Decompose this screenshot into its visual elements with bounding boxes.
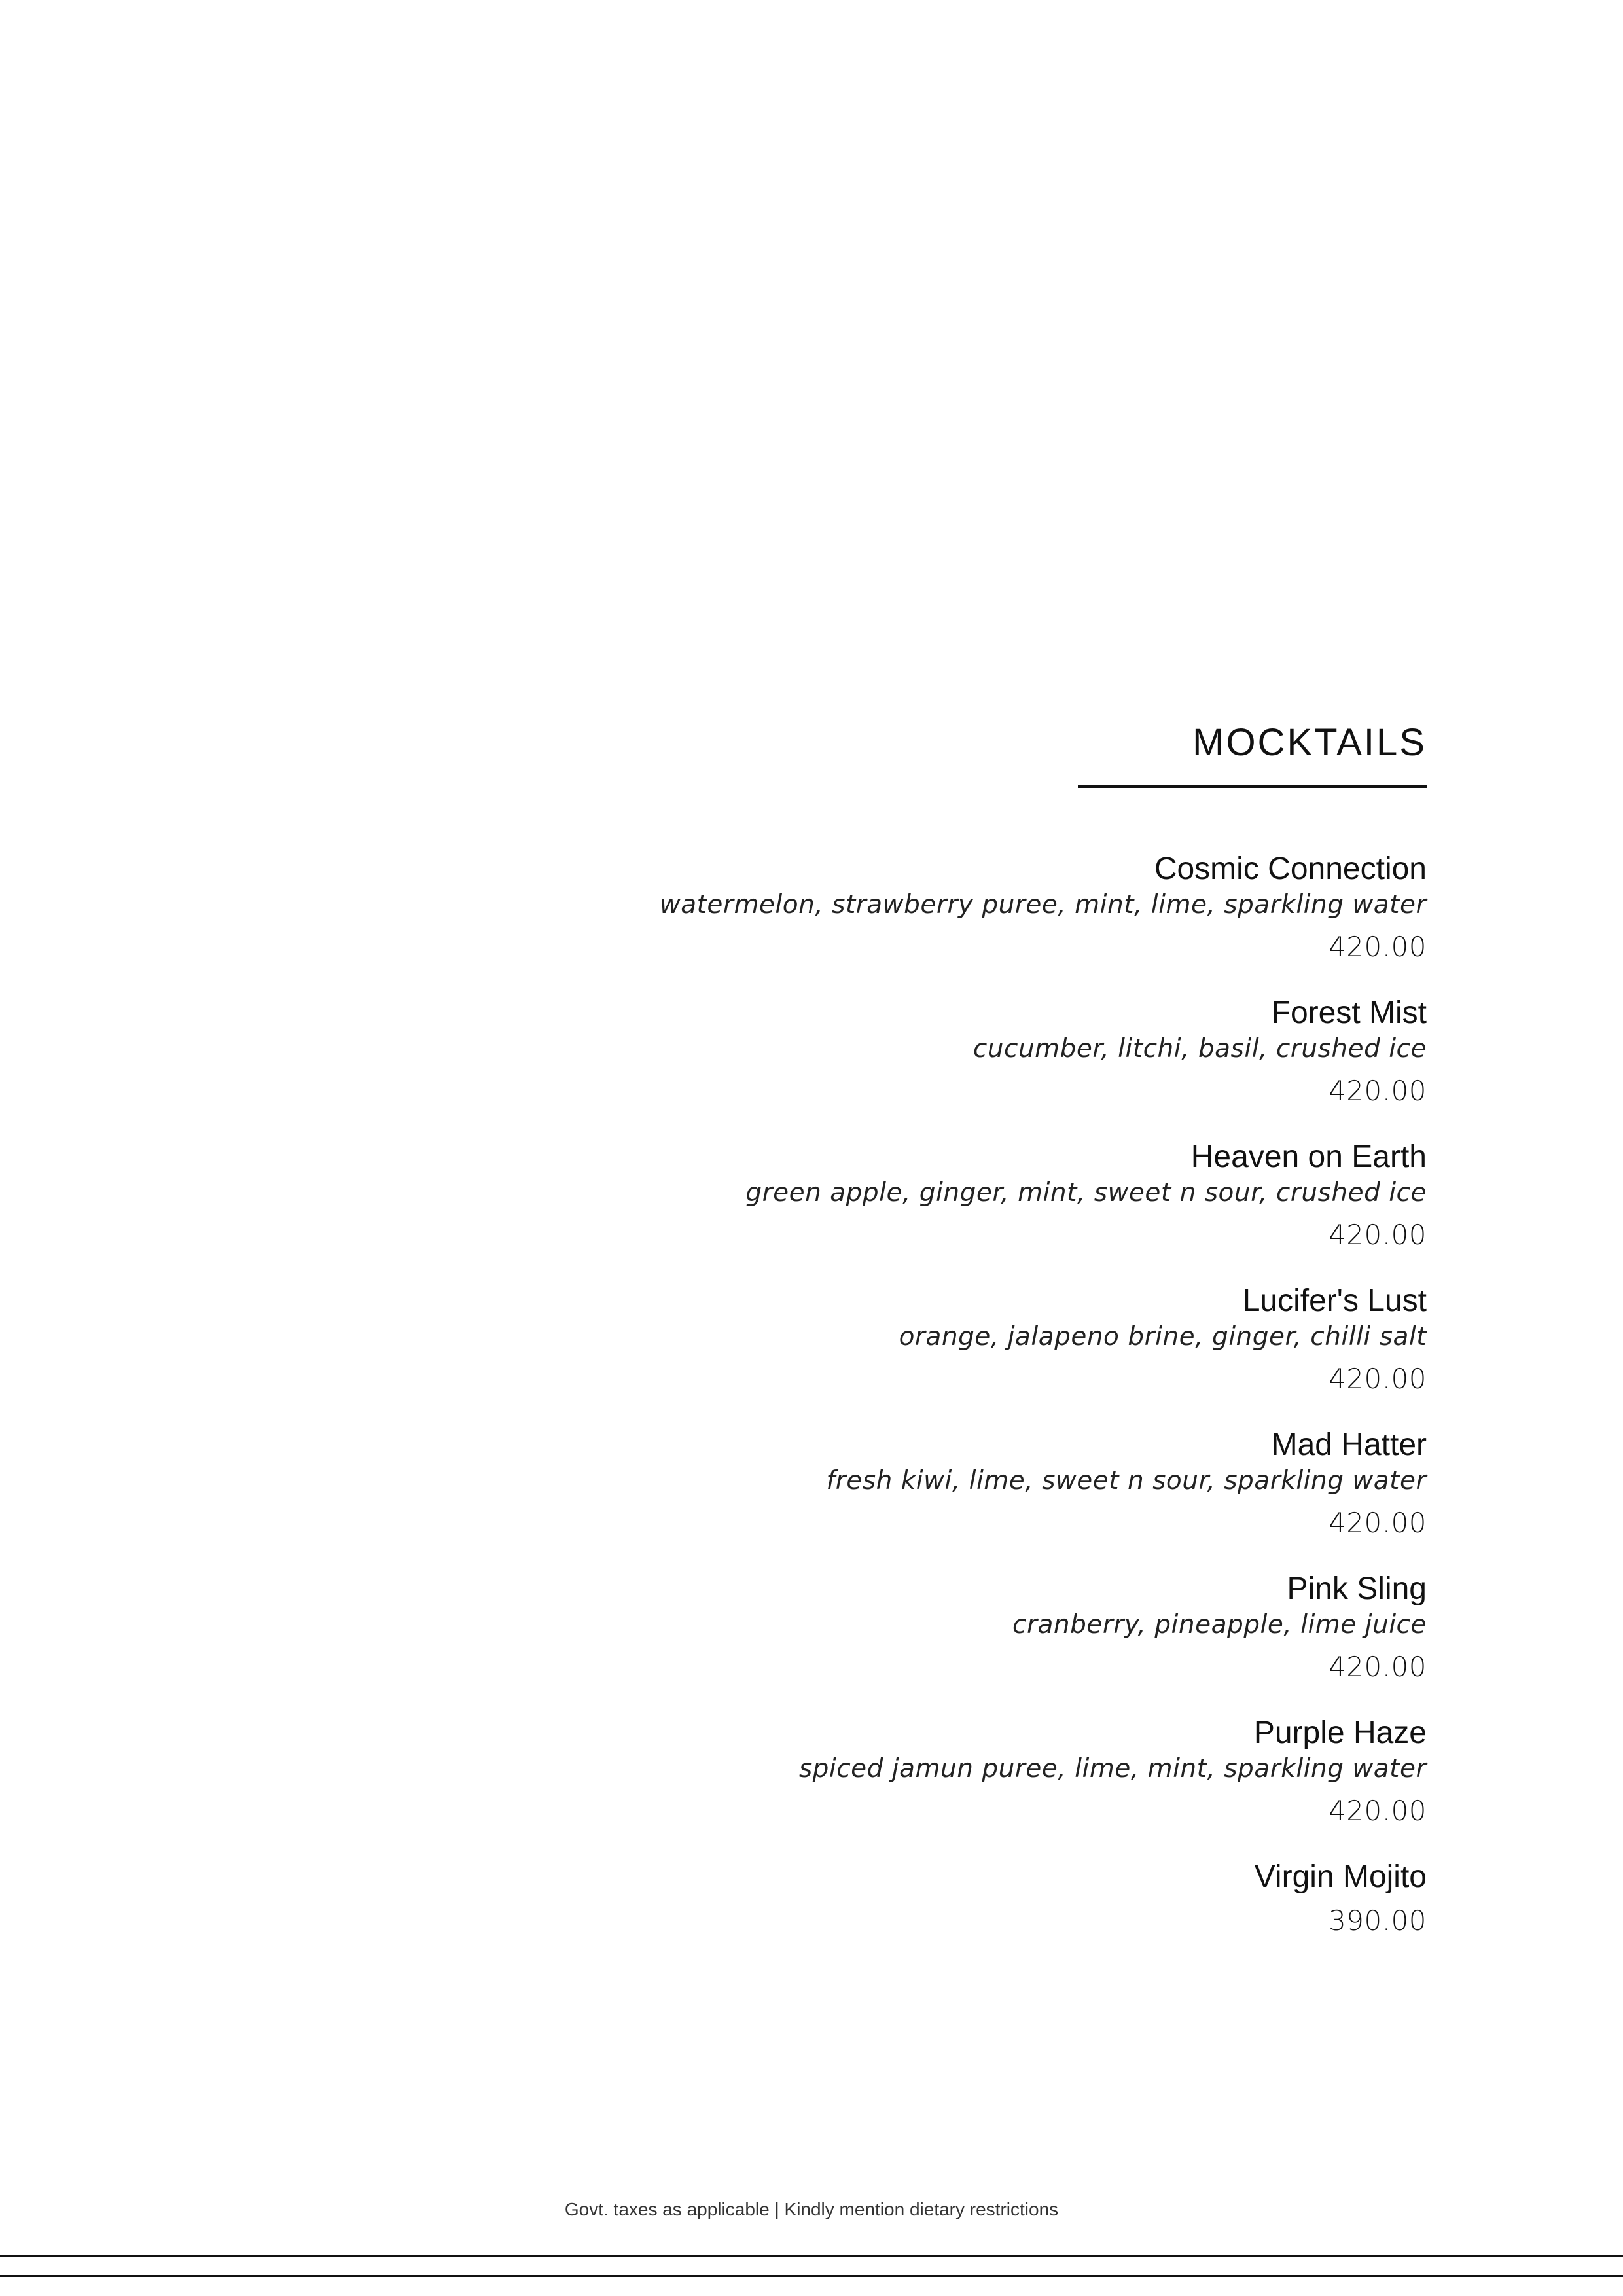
item-price: 420.00 — [1329, 1219, 1427, 1251]
menu-item — [576, 1138, 1427, 1255]
footer-rule-top — [0, 2255, 1623, 2257]
item-name: Cosmic Connection — [1154, 852, 1427, 886]
menu-section — [576, 717, 1427, 1941]
menu-item — [576, 1282, 1427, 1399]
menu-item — [576, 1714, 1427, 1831]
item-price: 420.00 — [1329, 1651, 1427, 1683]
item-description: fresh kiwi, lime, sweet n sour, sparkling water — [826, 1466, 1427, 1496]
item-description: spiced jamun puree, lime, mint, sparkling water — [798, 1754, 1427, 1784]
item-name: Forest Mist — [1271, 996, 1427, 1030]
menu-item — [576, 1570, 1427, 1687]
menu-item — [576, 994, 1427, 1111]
menu-item — [576, 1426, 1427, 1543]
item-description: watermelon, strawberry puree, mint, lime, sparkling water — [659, 890, 1427, 920]
footer-note — [0, 2197, 1623, 2223]
item-price: 420.00 — [1329, 1363, 1427, 1395]
section-title: MOCKTAILS — [1192, 721, 1427, 764]
item-price: 420.00 — [1329, 931, 1427, 963]
item-name: Virgin Mojito — [1254, 1859, 1427, 1894]
item-name: Heaven on Earth — [1190, 1139, 1427, 1174]
item-description: cucumber, litchi, basil, crushed ice — [972, 1034, 1427, 1064]
item-description: orange, jalapeno brine, ginger, chilli salt — [899, 1322, 1427, 1352]
item-name: Pink Sling — [1287, 1571, 1427, 1606]
title-underline — [1078, 785, 1427, 788]
item-description: green apple, ginger, mint, sweet n sour, crushed ice — [745, 1178, 1427, 1208]
item-name: Lucifer's Lust — [1242, 1283, 1427, 1318]
item-description: cranberry, pineapple, lime juice — [1012, 1610, 1427, 1640]
item-price: 420.00 — [1329, 1507, 1427, 1539]
menu-items-list — [576, 850, 1427, 1941]
item-price: 390.00 — [1329, 1905, 1427, 1937]
item-name: Mad Hatter — [1271, 1427, 1427, 1462]
item-name: Purple Haze — [1253, 1715, 1427, 1750]
menu-item — [576, 850, 1427, 967]
footer-rule-bottom — [0, 2275, 1623, 2277]
item-price: 420.00 — [1329, 1795, 1427, 1827]
footer-text: Govt. taxes as applicable | Kindly mention dietary restrictions — [564, 2199, 1059, 2219]
menu-item — [576, 1858, 1427, 1941]
item-price: 420.00 — [1329, 1075, 1427, 1107]
